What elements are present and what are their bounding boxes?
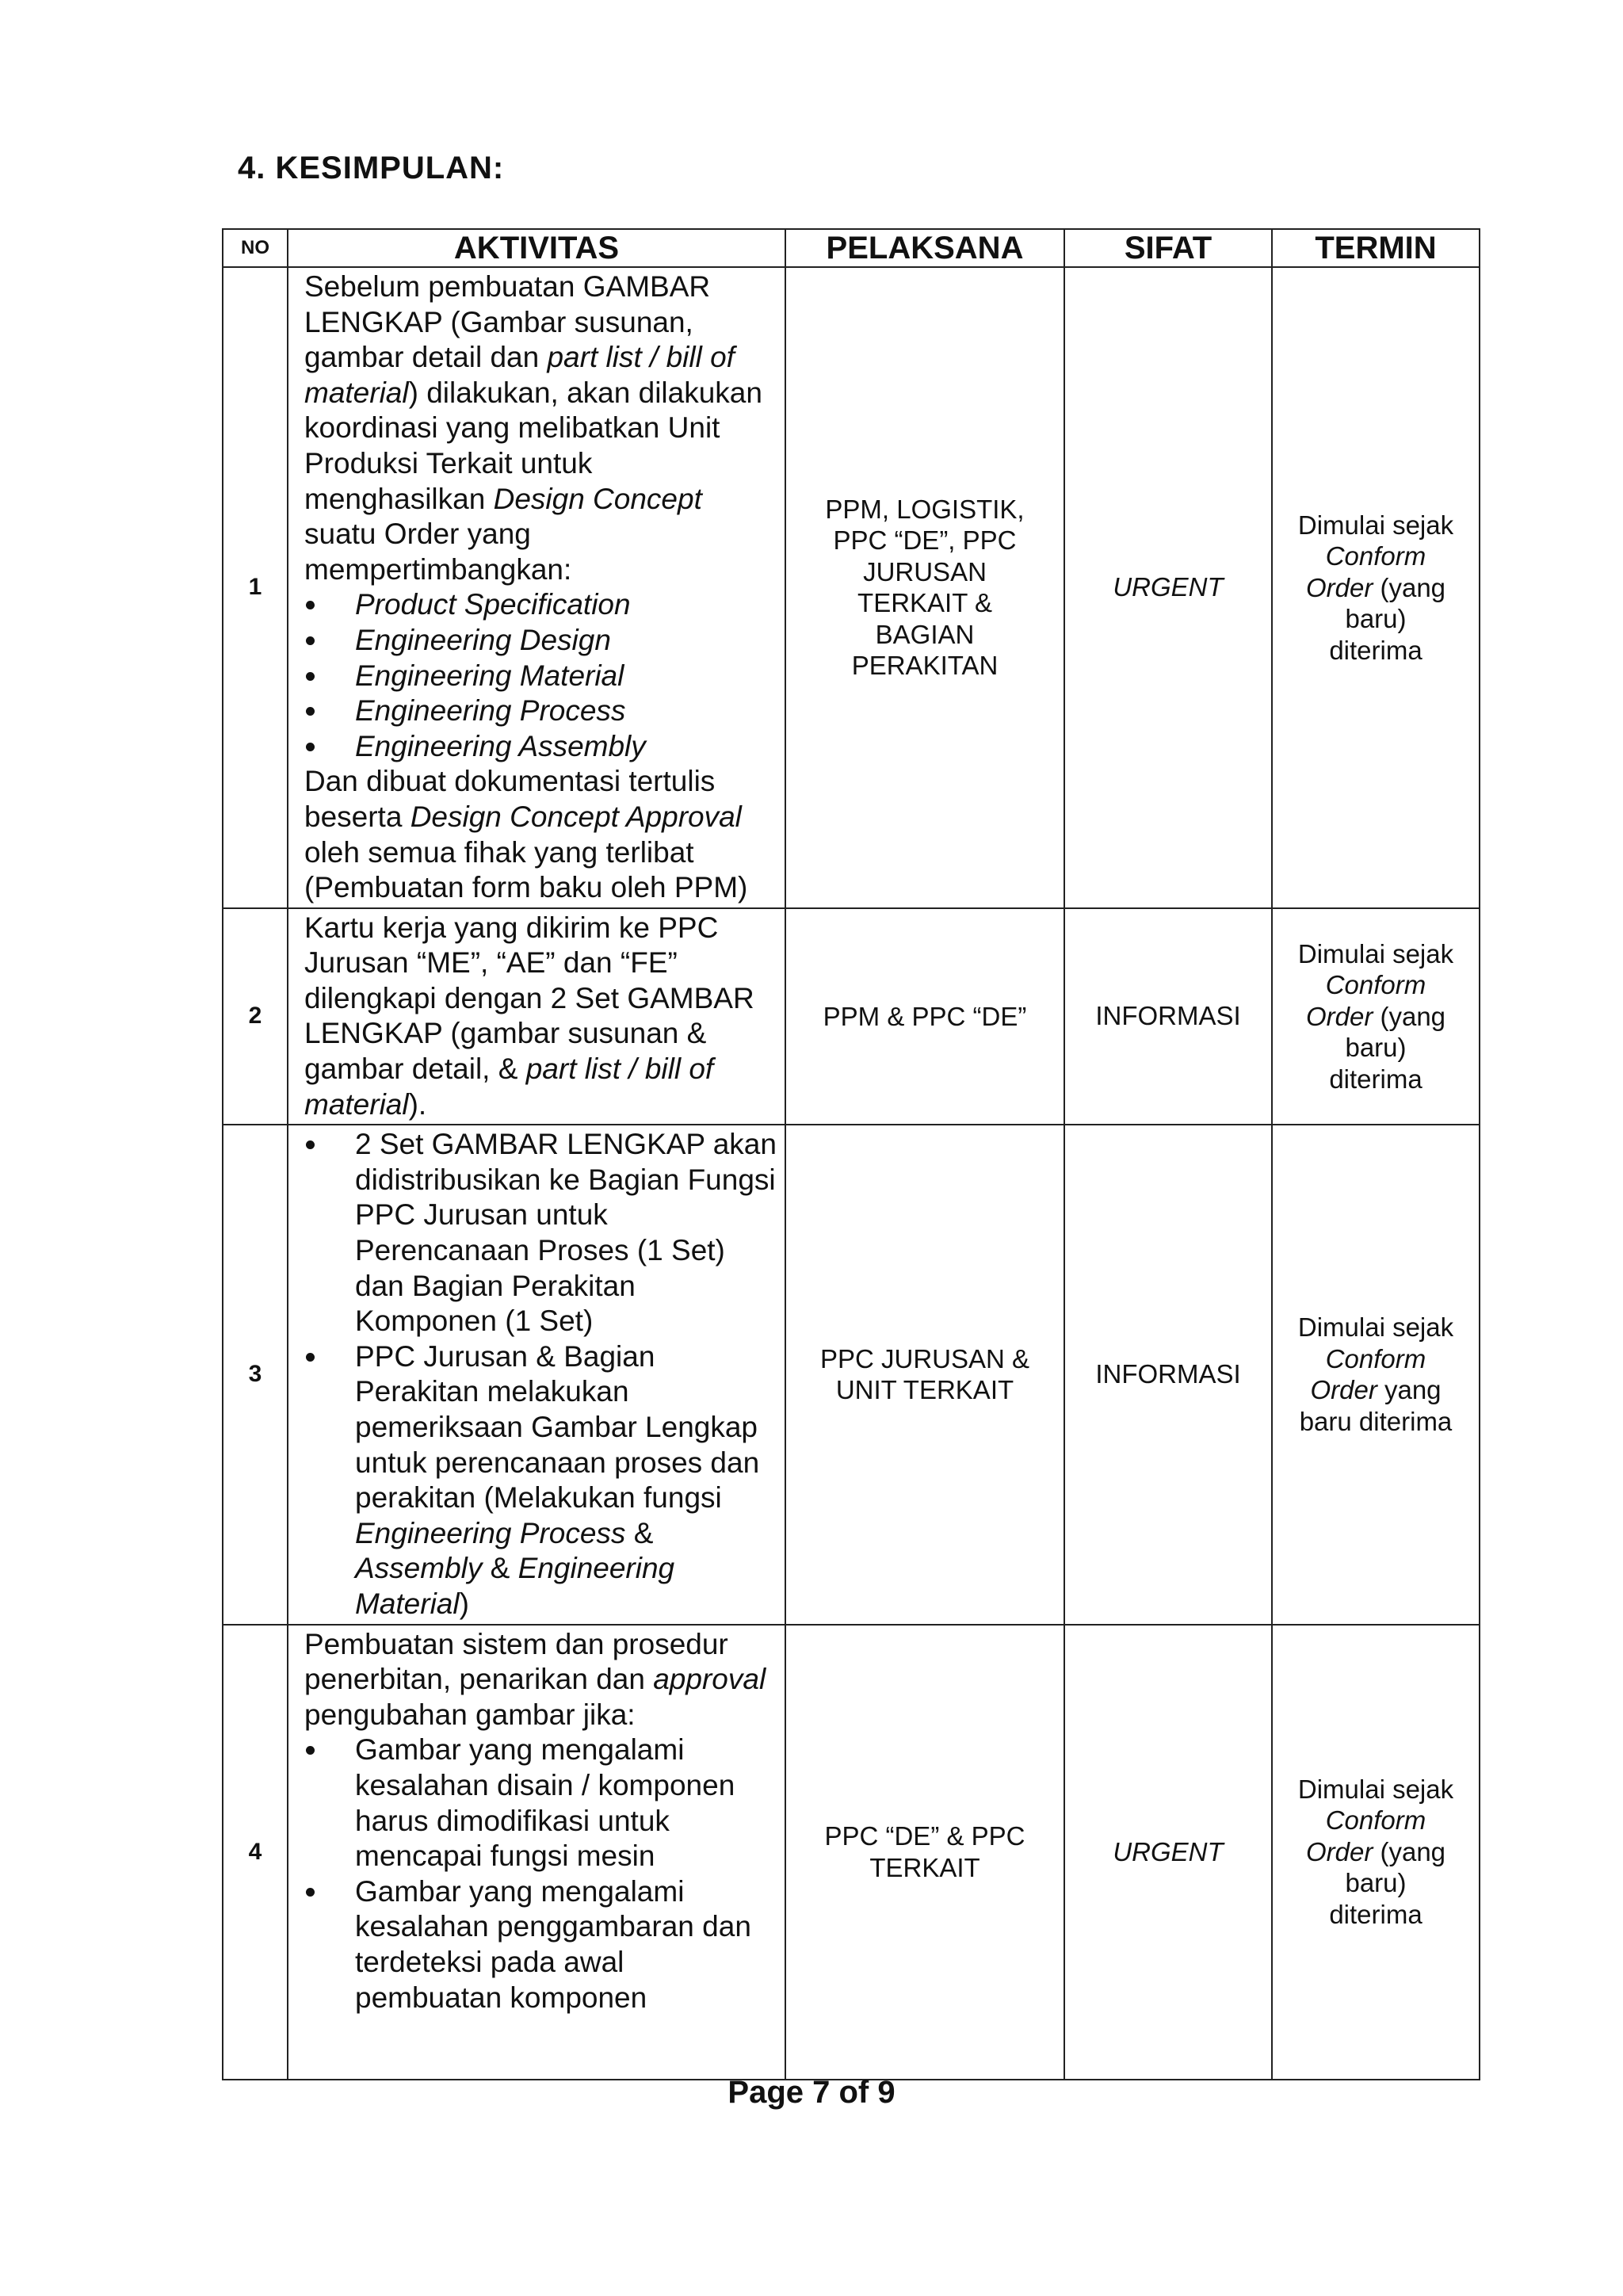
termin-line: Conform	[1325, 1343, 1426, 1373]
text-span: (yang	[1373, 572, 1446, 602]
italic-term: Engineering Process	[355, 1516, 626, 1549]
italic-term: approval	[653, 1663, 766, 1696]
row-number: 1	[223, 267, 288, 908]
termin-line: Conform	[1325, 541, 1426, 571]
pelaksana-line: PPC JURUSAN &	[819, 1343, 1030, 1373]
text-span: Dan dibuat dokumentasi tertulis beserta	[304, 765, 716, 833]
termin-line: Conform	[1325, 970, 1426, 1000]
page-number: Page 7 of 9	[727, 2075, 896, 2110]
activity-paragraph	[304, 764, 777, 905]
termin-cell	[1272, 1625, 1480, 2080]
activity-cell	[288, 1125, 785, 1624]
activity-cell	[288, 1625, 785, 2080]
termin-cell	[1272, 267, 1480, 908]
termin-line	[1284, 572, 1468, 604]
text-span: Pembuatan sistem dan prosedur penerbitan, penarikan dan	[304, 1627, 728, 1696]
section-title: 4. KESIMPULAN:	[238, 151, 505, 185]
pelaksana-line: BAGIAN	[875, 619, 975, 649]
termin-line: Dimulai sejak	[1297, 938, 1454, 968]
italic-term: Design Concept	[493, 482, 702, 515]
list-item: Gambar yang mengalami kesalahan penggambaran dan terdeteksi pada awal pembuatan komponen	[304, 1874, 777, 2015]
text-span: ).	[408, 1087, 427, 1121]
sifat-cell: URGENT	[1064, 267, 1272, 908]
italic-term: Assembly	[355, 1552, 483, 1585]
termin-cell	[1272, 1125, 1480, 1624]
termin-line: baru)	[1345, 1033, 1407, 1063]
termin-line: Dimulai sejak	[1297, 510, 1454, 540]
bullet-list	[304, 587, 777, 764]
text-span: Kartu kerja yang dikirim ke PPC Jurusan “ME”, “AE” dan “FE” dilengkapi dengan 2 Set GAMBAR LENGKAP (gambar susunan & gambar detail, &	[304, 911, 754, 1086]
italic-term: part list / bill of material	[304, 341, 735, 409]
pelaksana-line: PPM, LOGISTIK,	[825, 494, 1025, 524]
termin-line: Dimulai sejak	[1297, 1774, 1454, 1804]
list-item: Gambar yang mengalami kesalahan disain / komponen harus dimodifikasi untuk mencapai fungsi mesin	[304, 1733, 777, 1874]
termin-line	[1284, 1374, 1468, 1406]
termin-line: baru diterima	[1299, 1406, 1453, 1436]
italic-term: part list / bill of material	[304, 1052, 714, 1121]
sifat-cell: URGENT	[1064, 1625, 1272, 2080]
pelaksana-line: PERAKITAN	[851, 651, 999, 681]
termin-line: baru)	[1345, 604, 1407, 634]
italic-term: Order	[1305, 572, 1373, 602]
header-no: NO	[223, 229, 288, 267]
termin-line: Dimulai sejak	[1297, 1312, 1454, 1343]
list-item	[304, 1339, 777, 1622]
text-span: pengubahan gambar jika:	[304, 1698, 636, 1731]
text-span: (yang	[1373, 1001, 1446, 1031]
italic-term: Design Concept Approval	[410, 800, 742, 833]
text-span: PPC Jurusan & Bagian Perakitan melakukan pemeriksaan Gambar Lengkap untuk perencanaan proses dan perakitan (Melakukan fungsi	[355, 1339, 760, 1515]
list-item: Product Specification	[304, 587, 777, 623]
list-item: 2 Set GAMBAR LENGKAP akan didistribusikan ke Bagian Fungsi PPC Jurusan untuk Perencanaan Proses (1 Set) dan Bagian Perakitan Komponen (1 Set)	[304, 1127, 777, 1339]
activity-cell	[288, 908, 785, 1125]
activity-paragraph	[304, 269, 777, 587]
italic-term: Order	[1310, 1375, 1377, 1405]
text-span: oleh semua fihak yang terlibat (Pembuatan form baku oleh PPM)	[304, 835, 748, 904]
activity-cell	[288, 267, 785, 908]
bullet-list	[304, 1733, 777, 2015]
sifat-cell: INFORMASI	[1064, 1125, 1272, 1624]
table-row	[223, 1125, 1480, 1624]
table-row	[223, 267, 1480, 908]
row-number: 3	[223, 1125, 288, 1624]
text-span: yang	[1377, 1375, 1442, 1405]
header-termin: TERMIN	[1272, 229, 1480, 267]
conclusion-table	[222, 228, 1480, 2080]
termin-line	[1284, 1001, 1468, 1033]
pelaksana-cell: PPM & PPC “DE”	[785, 908, 1064, 1125]
pelaksana-cell	[785, 267, 1064, 908]
pelaksana-cell	[785, 1625, 1064, 2080]
list-item: Engineering Material	[304, 659, 777, 694]
termin-line: diterima	[1329, 635, 1423, 665]
table-row	[223, 1625, 1480, 2080]
italic-term: Order	[1305, 1001, 1373, 1031]
text-span: &	[482, 1552, 518, 1585]
text-span: ) dilakukan, akan dilakukan koordinasi yang melibatkan Unit Produksi Terkait untuk menghasilkan	[304, 376, 762, 515]
pelaksana-line: JURUSAN	[863, 556, 987, 586]
text-span: Sebelum pembuatan GAMBAR LENGKAP (Gambar susunan, gambar detail dan	[304, 270, 711, 374]
text-span: &	[625, 1516, 654, 1549]
list-item: Engineering Assembly	[304, 729, 777, 765]
activity-paragraph	[304, 1627, 777, 1733]
text-span: )	[459, 1587, 469, 1620]
termin-cell	[1272, 908, 1480, 1125]
list-item: Engineering Design	[304, 623, 777, 659]
text-span: (yang	[1373, 1836, 1446, 1866]
row-number: 2	[223, 908, 288, 1125]
pelaksana-line: PPC “DE” & PPC	[824, 1821, 1025, 1851]
pelaksana-line: TERKAIT	[869, 1852, 980, 1882]
italic-term: Order	[1305, 1836, 1373, 1866]
activity-paragraph	[304, 911, 777, 1123]
header-aktivitas: AKTIVITAS	[288, 229, 785, 267]
table-header-row	[223, 229, 1480, 267]
list-item: Engineering Process	[304, 693, 777, 729]
pelaksana-line: UNIT TERKAIT	[835, 1375, 1014, 1405]
pelaksana-line: TERKAIT &	[857, 588, 992, 618]
sifat-cell: INFORMASI	[1064, 908, 1272, 1125]
header-sifat: SIFAT	[1064, 229, 1272, 267]
table-row	[223, 908, 1480, 1125]
termin-line: baru)	[1345, 1868, 1407, 1898]
row-number: 4	[223, 1625, 288, 2080]
termin-line: Conform	[1325, 1805, 1426, 1836]
text-span: suatu Order yang mempertimbangkan:	[304, 518, 572, 586]
termin-line	[1284, 1836, 1468, 1868]
termin-line: diterima	[1329, 1899, 1423, 1929]
pelaksana-cell	[785, 1125, 1064, 1624]
bullet-list	[304, 1127, 777, 1622]
header-pelaksana: PELAKSANA	[785, 229, 1064, 267]
italic-term: Engineering Material	[355, 1552, 675, 1620]
pelaksana-line: PPC “DE”, PPC	[833, 525, 1017, 556]
termin-line: diterima	[1329, 1064, 1423, 1094]
